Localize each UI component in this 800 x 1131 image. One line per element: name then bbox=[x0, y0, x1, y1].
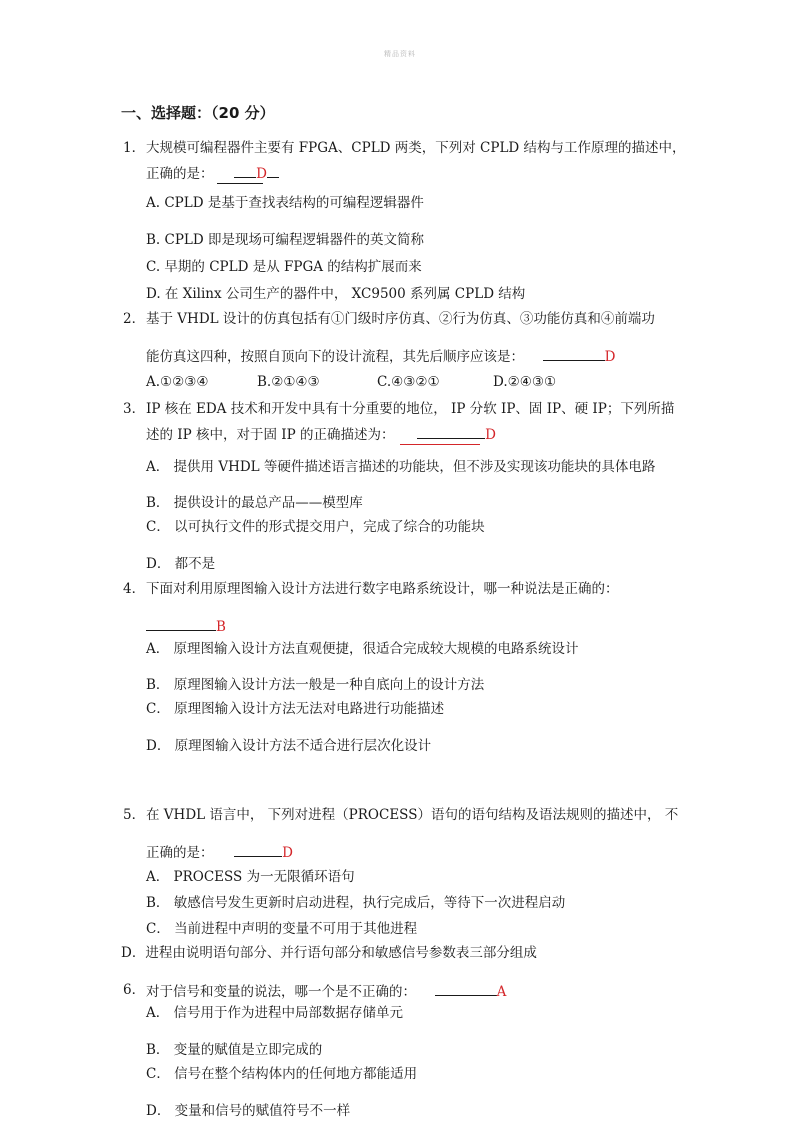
question-4-option-d: D． 原理图输入设计方法不适合进行层次化设计 bbox=[146, 738, 432, 754]
question-2-option-b: B.②①④③ bbox=[257, 374, 320, 390]
question-3-option-a: A． 提供用 VHDL 等硬件描述语言描述的功能块，但不涉及实现该功能块的具体电路 bbox=[146, 459, 656, 475]
question-5-option-d: D．进程由说明语句部分、并行语句部分和敏感信号参数表三部分组成 bbox=[121, 945, 537, 961]
question-1-stem-line-1: 大规模可编程器件主要有 FPGA、CPLD 两类，下列对 CPLD 结构与工作原理的描述中， bbox=[146, 140, 686, 156]
question-4-answer-line bbox=[146, 616, 226, 636]
question-4-answer: B bbox=[216, 619, 226, 635]
question-3-answer-underline bbox=[400, 444, 480, 445]
question-3-option-b: B． 提供设计的最总产品——模型库 bbox=[146, 495, 363, 511]
question-2-option-a: A.①②③④ bbox=[146, 374, 209, 390]
question-2-number: 2． bbox=[123, 311, 146, 327]
question-3-option-c: C． 以可执行文件的形式提交用户，完成了综合的功能块 bbox=[146, 519, 485, 535]
question-3-stem-line-2: 述的 IP 核中，对于固 IP 的正确描述为： D bbox=[146, 424, 496, 444]
question-5-option-c: C． 当前进程中声明的变量不可用于其他进程 bbox=[146, 921, 418, 937]
question-1-option-c: C. 早期的 CPLD 是从 FPGA 的结构扩展而来 bbox=[146, 259, 422, 275]
question-3-stem-line-1: IP 核在 EDA 技术和开发中具有十分重要的地位， IP 分软 IP、固 IP、硬 IP；下列所描 bbox=[146, 401, 675, 417]
question-2-option-c: C.④③②① bbox=[377, 374, 440, 390]
question-2-stem-line-2: 能仿真这四种，按照自顶向下的设计流程，其先后顺序应该是： D bbox=[146, 346, 615, 366]
question-5-option-a: A． PROCESS 为一无限循环语句 bbox=[146, 869, 355, 885]
question-3-answer: D bbox=[485, 427, 496, 443]
question-5-stem-line-2: 正确的是： D bbox=[146, 842, 293, 862]
question-6-option-a: A． 信号用于作为进程中局部数据存储单元 bbox=[146, 1005, 404, 1021]
question-4-number: 4． bbox=[123, 581, 146, 597]
question-1-option-b: B. CPLD 即是现场可编程逻辑器件的英文简称 bbox=[146, 232, 424, 248]
question-2-option-d: D.②④③① bbox=[493, 374, 557, 390]
question-6-option-d: D． 变量和信号的赋值符号不一样 bbox=[146, 1103, 351, 1119]
question-2-stem-line-1: 基于 VHDL 设计的仿真包括有①门级时序仿真、②行为仿真、③功能仿真和④前端功 bbox=[146, 311, 655, 327]
question-6-stem-line-1: 对于信号和变量的说法，哪一个是不正确的： A bbox=[146, 981, 506, 1001]
question-1-option-d: D. 在 Xilinx 公司生产的器件中， XC9500 系列属 CPLD 结构 bbox=[146, 286, 526, 302]
question-4-option-c: C． 原理图输入设计方法无法对电路进行功能描述 bbox=[146, 701, 445, 717]
question-3-number: 3． bbox=[123, 401, 146, 417]
question-1-answer-underline bbox=[217, 183, 263, 184]
question-1-option-a: A. CPLD 是基于查找表结构的可编程逻辑器件 bbox=[146, 195, 424, 211]
question-2-answer: D bbox=[604, 349, 616, 365]
question-5-answer: D bbox=[282, 845, 293, 861]
question-5-stem-line-1: 在 VHDL 语言中， 下列对进程（PROCESS）语句的语句结构及语法规则的描述中， 不 bbox=[146, 807, 679, 823]
question-3-option-d: D． 都不是 bbox=[146, 556, 216, 572]
question-6-number: 6． bbox=[123, 982, 146, 998]
page-header: 精品资料 bbox=[384, 50, 416, 58]
question-5-option-b: B． 敏感信号发生更新时启动进程，执行完成后，等待下一次进程启动 bbox=[146, 895, 566, 911]
question-1-stem-line-2: 正确的是： D bbox=[146, 163, 279, 183]
question-5-number: 5． bbox=[123, 807, 146, 823]
question-6-option-c: C． 信号在整个结构体内的任何地方都能适用 bbox=[146, 1066, 418, 1082]
question-4-option-a: A． 原理图输入设计方法直观便捷，很适合完成较大规模的电路系统设计 bbox=[146, 641, 579, 657]
question-1-number: 1． bbox=[123, 140, 146, 156]
question-4-option-b: B． 原理图输入设计方法一般是一种自底向上的设计方法 bbox=[146, 677, 485, 693]
question-1-answer: D bbox=[256, 166, 267, 182]
question-6-answer: A bbox=[496, 984, 507, 1000]
section-title: 一、选择题：（20 分） bbox=[121, 104, 275, 122]
question-4-stem-line-1: 下面对利用原理图输入设计方法进行数字电路系统设计，哪一种说法是正确的： bbox=[146, 581, 619, 597]
question-6-option-b: B． 变量的赋值是立即完成的 bbox=[146, 1042, 323, 1058]
